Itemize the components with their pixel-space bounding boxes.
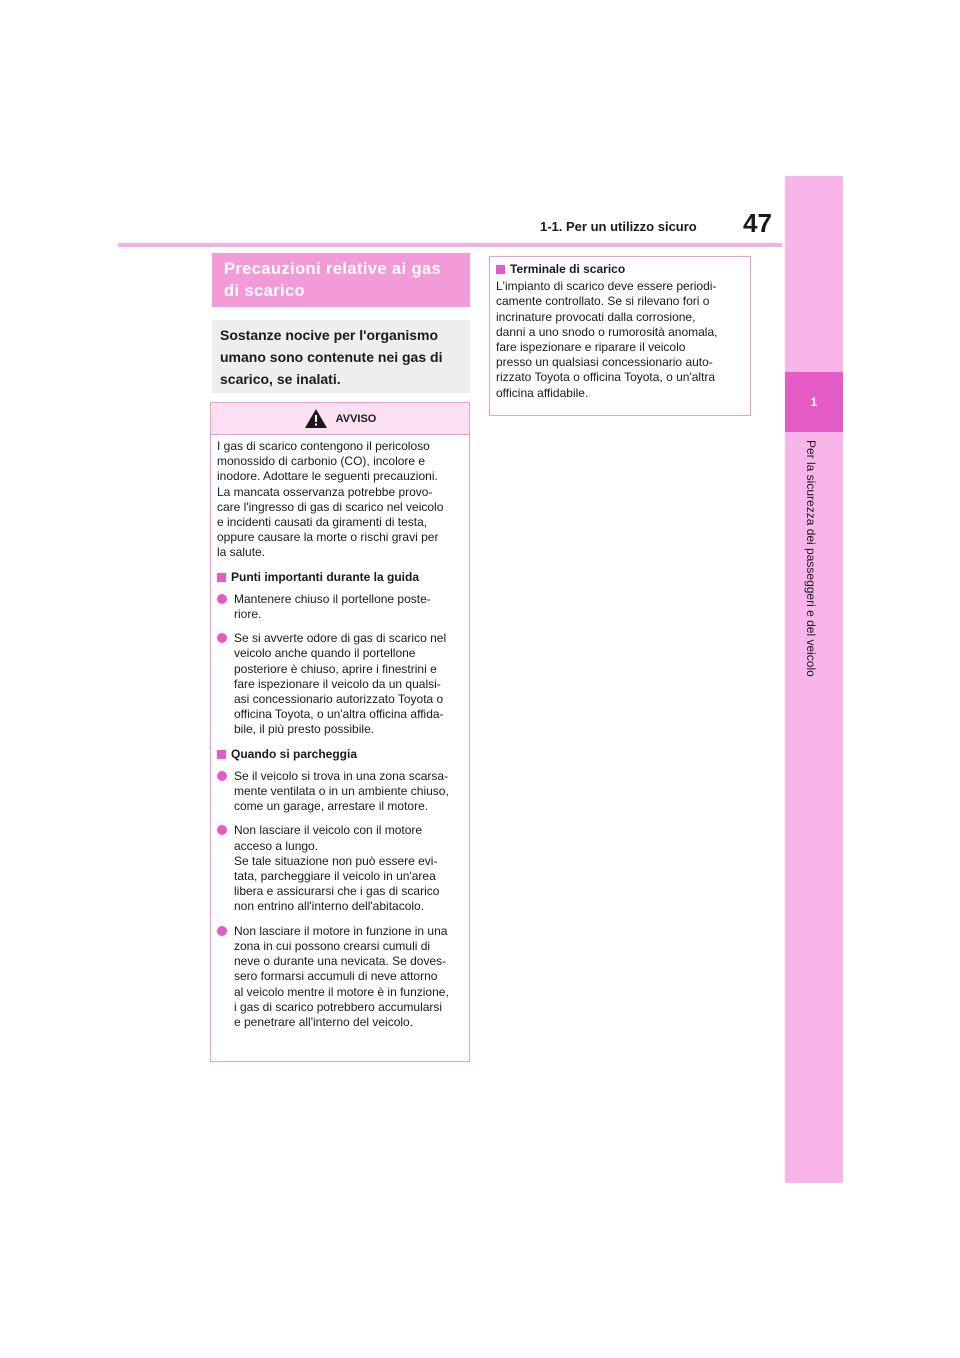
square-bullet-icon: [496, 265, 505, 274]
warning-body: [211, 435, 469, 1030]
warning-label: AVVISO: [335, 412, 377, 425]
chapter-side-strip: [785, 176, 843, 1183]
info-heading: Terminale di scarico: [496, 262, 744, 277]
round-bullet-icon: [217, 926, 227, 936]
chapter-tab[interactable]: 1: [785, 372, 843, 432]
running-header: 1-1. Per un utilizzo sicuro: [540, 219, 697, 234]
round-bullet-icon: [217, 771, 227, 781]
round-bullet-icon: [217, 825, 227, 835]
warning-intro: I gas di scarico contengono il pericoloso monossido di carbonio (CO), incolore e inodore. Adottare le seguenti precauzioni. La mancata osservanza potrebbe provo- care l'ingresso di gas di scarico nel veicolo e incidenti causati da giramenti di testa, oppure causare la morte o rischi gravi per la salute.: [217, 439, 444, 560]
info-body: L'impianto di scarico deve essere periodi- camente controllato. Se si rilevano fori o incrinature provocati dalla corrosione, danni a uno snodo o rumorosità anomala, fare ispezionare e riparare il veicolo presso un qualsiasi concessionario auto- rizzato Toyota o officina Toyota, o un'altra officina affidabile.: [496, 279, 718, 400]
warning-list-item: Non lasciare il motore in funzione in una zona in cui possono crearsi cumuli di neve o durante una nevicata. Se doves- sero formarsi accumuli di neve attorno al veicolo mentre il motore è in funzione, i gas di scarico potrebbero accumularsi e penetrare all'interno del veicolo.: [217, 924, 463, 1030]
warning-triangle-icon: [304, 408, 328, 429]
section-subtitle: Sostanze nocive per l'organismo umano sono contenute nei gas di scarico, se inalati.: [212, 320, 470, 393]
warning-box: [210, 402, 470, 1062]
header-rule: [118, 243, 782, 247]
warning-header: [211, 403, 469, 435]
section-title: Precauzioni relative ai gas di scarico: [212, 253, 470, 307]
page-number: 47: [743, 208, 772, 238]
round-bullet-icon: [217, 633, 227, 643]
square-bullet-icon: [217, 573, 226, 582]
warning-section-heading: Punti importanti durante la guida: [217, 570, 463, 585]
square-bullet-icon: [217, 750, 226, 759]
warning-section-heading: Quando si parcheggia: [217, 747, 463, 762]
warning-list-item: Non lasciare il veicolo con il motore acceso a lungo. Se tale situazione non può essere evi- tata, parcheggiare il veicolo in un'area libera e assicurarsi che i gas di scarico non entrino all'interno dell'abitacolo.: [217, 823, 463, 914]
warning-list-item: Mantenere chiuso il portellone poste- riore.: [217, 592, 463, 622]
info-box: [489, 256, 751, 416]
warning-list-item: Se si avverte odore di gas di scarico nel veicolo anche quando il portellone posteriore è chiuso, aprire i finestrini e fare ispezionare il veicolo da un qualsi- asi concessionario autorizzato Toyota o officina Toyota, o un'altra officina affida- bile, il più presto possibile.: [217, 631, 463, 737]
warning-list-item: Se il veicolo si trova in una zona scarsa- mente ventilata o in un ambiente chiuso, come un garage, arrestare il motore.: [217, 769, 463, 815]
chapter-title-vertical: Per la sicurezza dei passeggeri e del veicolo: [804, 440, 818, 677]
round-bullet-icon: [217, 594, 227, 604]
